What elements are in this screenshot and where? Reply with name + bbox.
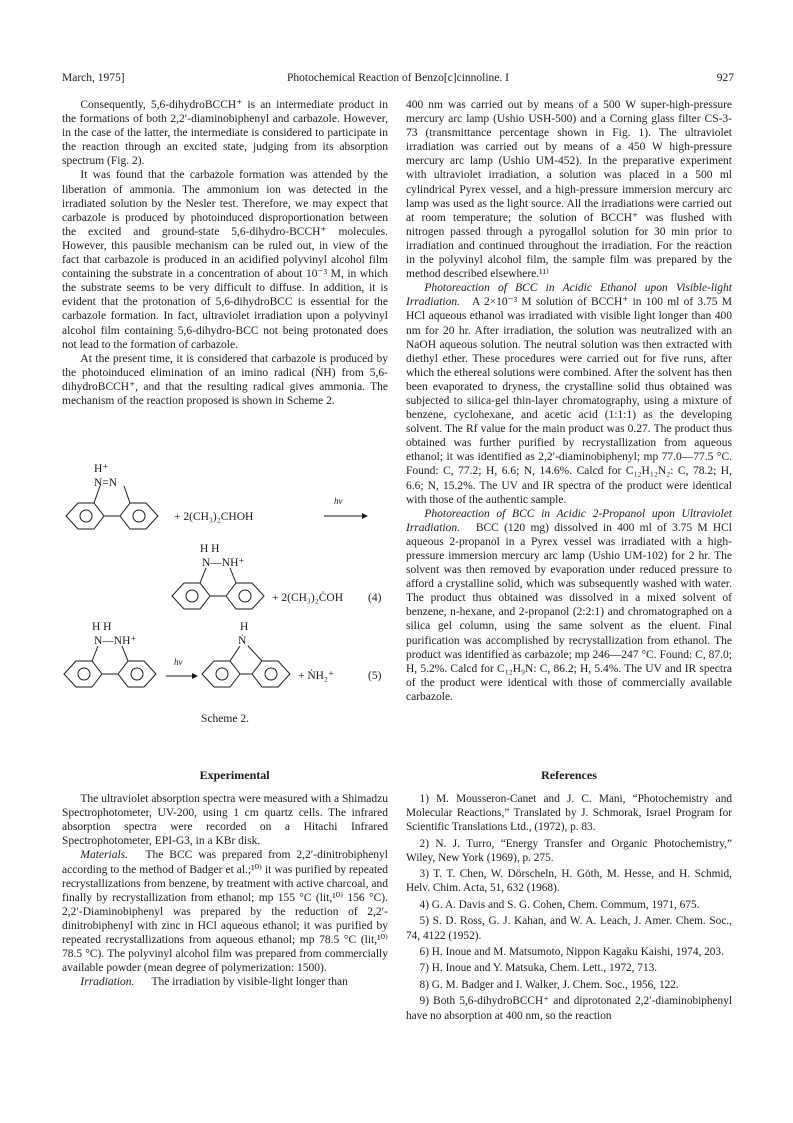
eq4-label: (4) — [368, 592, 382, 604]
reference-item: 9) Both 5,6-dihydroBCCH⁺ and diprotonated 2,2′-diaminobiphenyl have no absorption at 400 nm, so the reaction — [406, 995, 732, 1022]
bcc-structure — [66, 486, 158, 529]
reference-item: 3) T. T. Chen, W. Dörscheln, H. Göth, M. Hesse, and H. Schmid, Helv. Chim. Acta, 51, 632 (1968). — [406, 868, 732, 895]
reaction-scheme — [62, 458, 388, 748]
paragraph — [406, 507, 732, 704]
product-alcohol-label: + 2(CH₃)₂ĊOH — [272, 592, 344, 604]
scheme-drawing — [62, 458, 388, 748]
reference-item: 5) S. D. Ross, G. J. Kahan, and W. A. Leach, J. Amer. Chem. Soc., 74, 4122 (1952). — [406, 915, 732, 942]
reference-item: 7) H. Inoue and Y. Matsuka, Chem. Lett., 1972, 713. — [419, 962, 658, 975]
eq5-label: (5) — [368, 670, 382, 682]
hh-label-2: H H — [92, 621, 112, 633]
arrow-head — [362, 513, 368, 519]
arrow-head-2 — [192, 673, 198, 679]
subsection-text: BCC (120 mg) dissolved in 400 ml of 3.75 M HCl aqueous 2-propanol in a Pyrex vessel was irradiated with a high-pressure immersion mercury arc lamp (Ushio UM-102) for 2 hr. The solvent was then removed by evaporation under reduced pressure to afford a crystalline solid, which was subsequently washed with water. The product thus obtained was dissolved in a mixed solvent of benzene, n-hexane, and 2-propanol (2:2:1) and chromatographed on a silica gel column, using the same solvent as the eluent. Final purification was accomplished by recrystallization from ethanol. The product was identified as carbazole; mp 246—247 °C. Found: C, 87.0; H, 5.2%. Calcd for C₁₂H₉N: C, 86.2; H, 5.4%. The UV and IR spectra of the product were identical with those of commercially available carbazole. — [406, 521, 733, 703]
page-number: 927 — [716, 72, 734, 84]
subsection-label: Photoreaction of BCC in Acidic Ethanol upon Visible-light Irradiation. — [406, 282, 732, 309]
paragraph: It was found that the carbazole formation was attended by the liberation of ammonia. The ammonium ion was detected in the irradiated solution by the Nesler test. Therefore, we may expect that carbazole is produced by photoinduced disproportionation between the excited and ground-state 5,6-dihydro-BCCH⁺ molecules. However, this pausible mechanism can be ruled out, in view of the fact that carbazole is produced in an acidified polyvinyl alcohol film containing the substrate in a concentration of about 10⁻³ M, in which the substrate seems to be very difficult to diffuse. In addition, it is evident that the protonation of 5,6-dihydroBCC is essential for the carbazole formation. In fact, ultraviolet irradiation upon a polyvinyl alcohol film containing 5,6-dihydro-BCC not being protonated does not lead to the formation of carbazole. — [62, 169, 388, 351]
nh2-label: + ṄH₂⁺ — [298, 670, 335, 682]
hv-label: hν — [334, 496, 343, 506]
reference-item: 2) N. J. Turro, “Energy Transfer and Organic Photochemistry,” Wiley, New York (1969), p. 275. — [406, 837, 732, 864]
dihydro-structure-2 — [64, 646, 156, 687]
materials-label: Materials. — [80, 849, 128, 862]
header-date: March, 1975] — [62, 72, 125, 84]
scheme-caption: Scheme 2. — [201, 713, 249, 725]
reference-item: 4) G. A. Davis and S. G. Cohen, Chem. Commum, 1971, 675. — [419, 898, 700, 911]
nnh-label: N—NH⁺ — [202, 557, 245, 569]
paragraph: The ultraviolet absorption spectra were measured with a Shimadzu Spectrophotometer, UV-200, using 1 cm quartz cells. The infrared absorption spectra were recorded on a Hitachi Infrared Spectrophotometer, EPI-G3, in a KBr disk. — [62, 793, 388, 848]
paragraph: At the present time, it is considered that carbazole is produced by the photoinduced elimination of an imino radical (ṄH) from 5,6-dihydroBCCH⁺, and that the resulting radical gives ammonia. The mechanism of the reaction proposed is shown in Scheme 2. — [62, 352, 388, 407]
references-heading: References — [541, 768, 597, 782]
paragraph — [406, 281, 732, 507]
subsection-text: A 2×10⁻³ M solution of BCCH⁺ in 100 ml of 3.75 M HCl aqueous ethanol was irradiated with visible light longer than 400 nm for 20 hr. After irradiation, the solution was neutralized with an NaOH aqueous solution. The neutral solution was then extracted with diethyl ether. These procedures were carried out for five runs, after which the ethereal solutions were combined. After the solvent has then been evaporated to dryness, the crystalline solid thus obtained was subjected to silica-gel thin-layer chromatography, using a mixture of benzene, cyclohexane, and acetic acid (1:1:1) as the developing solvent. The Rf value for the main product was 0.27. The product thus obtained was further purified by recrystallization from aqueous ethanol; it was identified as 2,2′-diaminobiphenyl; mp 77.0—77.5 °C. Found: C, 77.2; H, 6.6; N, 14.6%. Calcd for C₁₂H₁₂N₂: C, 78.2; H, 6.6; N, 15.2%. The UV and IR spectra of the product were identical with those of the authentic sample. — [406, 296, 732, 506]
left-column-bottom — [62, 768, 388, 989]
reference-item: 6) H. Inoue and M. Matsumoto, Nippon Kagaku Kaishi, 1974, 203. — [419, 945, 724, 958]
paragraph — [62, 848, 388, 975]
references-section — [406, 768, 732, 1025]
hh-label: H H — [200, 543, 220, 555]
n-eq-n-label: N=N — [94, 477, 118, 489]
paragraph — [62, 975, 388, 989]
reagent-label: + 2(CH₃)₂CHOH — [174, 511, 254, 523]
hv-label-2: hν — [174, 657, 183, 667]
carbazole-structure — [202, 646, 290, 687]
materials-text: The BCC was prepared from 2,2′-dinitrobiphenyl according to the method of Badger et al.;¹⁰⁾ it was purified by repeated recrystallizations from benzene, by treatment with active charcoal, and finally by recrystallization from ethanol; mp 155 °C (lit,¹⁰⁾ 156 °C). 2,2′-Diaminobiphenyl was prepared by the reduction of 2,2′-dinitrobiphenyl with zinc in HCl aqueous ethanol; it was purified by repeated recrystallizations from aqueous ethanol; mp 78.5 °C (lit,¹⁰⁾ 78.5 °C). The polyvinyl alcohol film was prepared from commercially available powder (mean degree of polymerization: 1500). — [62, 849, 388, 975]
paragraph: 400 nm was carried out by means of a 500 W super-high-pressure mercury arc lamp (Ushio USH-500) and a Corning glass filter CS-3-73 (transmittance percentage shown in Fig. 1). The ultraviolet irradiation was carried out by means of a 450 W high-pressure mercury arc lamp (Ushio UM-452). In the preparative experiment with ultraviolet irradiation, a solution was placed in a 500 ml cylindrical Pyrex vessel, and a high-pressure immersion mercury arc lamp was used as the light source. All the irradiations were carried out at room temperature; the solution of BCCH⁺ was flushed with nitrogen passed through a pyrogallol solution for 30 min prior to irradiation and continued throughout the irradiation. For the reaction in the polyvinyl alcohol film, the sample film was prepared by the method described elsewhere.¹¹⁾ — [406, 99, 732, 281]
dihydro-structure — [172, 568, 264, 609]
reference-item: 8) G. M. Badger and I. Walker, J. Chem. Soc., 1956, 122. — [419, 978, 679, 991]
right-column — [406, 98, 732, 704]
n-radical-label: Ṅ — [238, 635, 247, 647]
irradiation-text: The irradiation by visible-light longer than — [151, 976, 348, 989]
section-heading: Experimental — [199, 768, 270, 782]
header-title: Photochemical Reaction of Benzo[c]cinnoline. I — [287, 72, 509, 84]
h-label-3: H — [240, 621, 249, 633]
running-header — [62, 72, 734, 90]
nnh-label-2: N—NH⁺ — [94, 635, 137, 647]
left-column-top — [62, 98, 388, 408]
subsection-label: Photoreaction of BCC in Acidic 2-Propanol upon Ultraviolet Irradiation. — [406, 507, 732, 534]
h-plus-label: H⁺ — [94, 463, 109, 475]
reference-item: 1) M. Mousseron-Canet and J. C. Mani, “Photochemistry and Molecular Reactions,” Translated by J. Schmorak, Israel Program for Scientific Translations Ltd., (1972), p. 83. — [406, 793, 732, 834]
irradiation-label: Irradiation. — [80, 976, 135, 989]
paragraph: Consequently, 5,6-dihydroBCCH⁺ is an intermediate product in the formations of both 2,2′-diaminobiphenyl and carbazole. However, in the case of the latter, the intermediate is considered to participate in the reaction through an excited state, judging from its absorption spectrum (Fig. 2). — [62, 99, 388, 168]
